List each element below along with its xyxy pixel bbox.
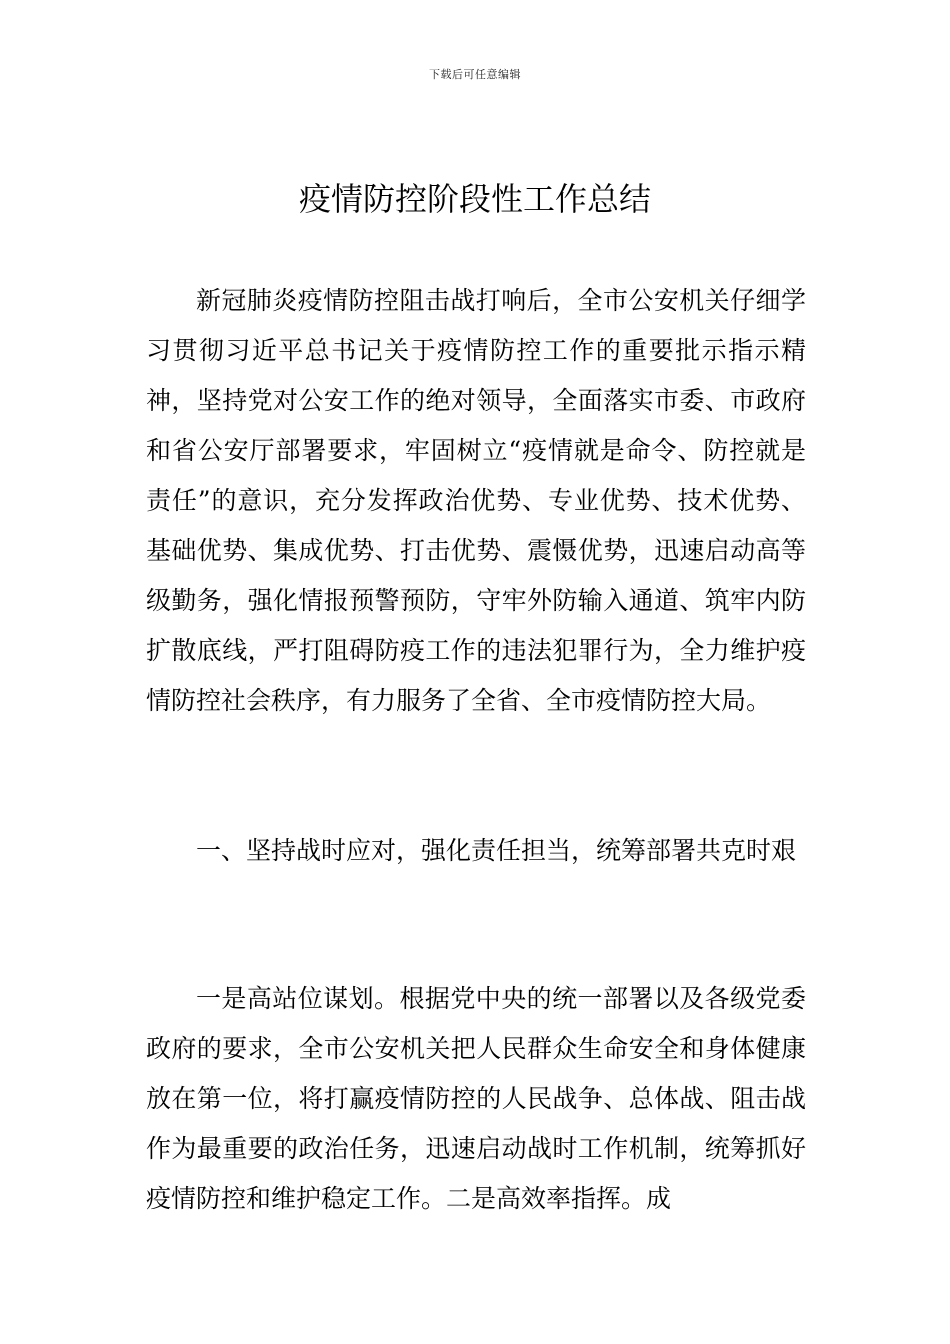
paragraph-intro: 新冠肺炎疫情防控阻击战打响后，全市公安机关仔细学习贯彻习近平总书记关于疫情防控工作的重要批示指示精神，坚持党对公安工作的绝对领导，全面落实市委、市政府和省公安厅部署要求，牢固树立“疫情就是命令、防控就是责任”的意识，充分发挥政治优势、专业优势、技术优势、基础优势、集成优势、打击优势、震慑优势，迅速启动高等级勤务，强化情报预警预防，守牢外防输入通道、筑牢内防扩散底线，严打阻碍防疫工作的违法犯罪行为，全力维护疫情防控社会秩序，有力服务了全省、全市疫情防控大局。 xyxy=(146,286,806,715)
section-heading-1: 一、坚持战时应对，强化责任担当，统筹部署共克时艰 xyxy=(196,836,797,865)
document-title: 疫情防控阶段性工作总结 xyxy=(298,180,651,218)
header-note: 下载后可任意编辑 xyxy=(429,68,521,81)
paragraph-section-1: 一是高站位谋划。根据党中央的统一部署以及各级党委政府的要求，全市公安机关把人民群众生命安全和身体健康放在第一位，将打赢疫情防控的人民战争、总体战、阻击战作为最重要的政治任务，迅速启动战时工作机制，统筹抓好疫情防控和维护稳定工作。二是高效率指挥。成 xyxy=(146,984,806,1213)
